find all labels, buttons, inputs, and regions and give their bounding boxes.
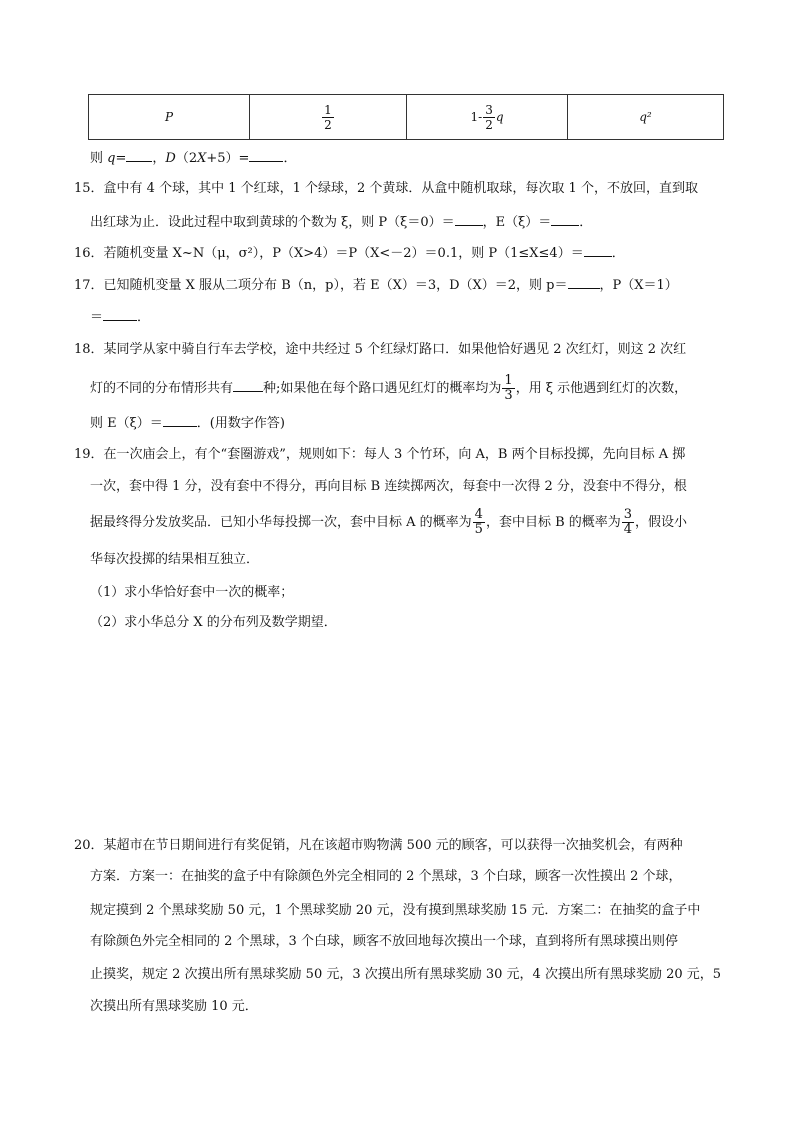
q19-sub1: （1）求小华恰好套中一次的概率； [90, 585, 294, 600]
fraction: $\frac{3}{2}$ [485, 102, 493, 132]
q15-line2: 出红球为止．设此过程中取到黄球的个数为 ξ，则 P（ξ＝0）＝ ，E（ξ）＝ ． [90, 215, 593, 230]
answer-blank [568, 276, 600, 289]
q18-line2: 灯的不同的分布情形共有 种;如果他在每个路口遇见红灯的概率均为 $\frac{1}{3}$ ，用 ξ 示他遇到红灯的次数， [90, 373, 688, 403]
q20-line4: 有除颜色外完全相同的 2 个黑球，3 个白球，顾客不放回地每次摸出一个球，直到将所有黑球摸出则停 [90, 934, 678, 949]
fraction: $\frac{1}{3}$ [504, 373, 513, 403]
answer-blank [551, 213, 579, 226]
answer-blank [163, 414, 197, 427]
q17-line1: 17．已知随机变量 X 服从二项分布 B（n，p），若 E（X）＝3，D（X）＝2，则 p＝ ，P（X＝1） [74, 278, 678, 293]
q19-line2: 一次，套中得 1 分，没有套中不得分，再向目标 B 连续掷两次，每套中一次得 2 分，没套中不得分，根 [90, 479, 687, 494]
q17-line2: ＝ ． [90, 310, 151, 325]
q20-line3: 规定摸到 2 个黑球奖励 50 元，1 个黑球奖励 20 元，没有摸到黑球奖励 15 元．方案二：在抽奖的盒子中 [90, 903, 701, 918]
answer-blank [584, 244, 612, 257]
answer-blank [126, 149, 152, 162]
answer-blank [249, 149, 283, 162]
q16-line: 16．若随机变量 X~N（μ，σ²），P（X>4）＝P（X<－2）＝0.1，则 P（1≤X≤4）＝ ． [74, 246, 625, 261]
q20-line1: 20．某超市在节日期间进行有奖促销，凡在该超市购物满 500 元的顾客，可以获得一次抽奖机会，有两种 [74, 838, 683, 853]
table-row [89, 95, 724, 140]
q20-line2: 方案．方案一：在抽奖的盒子中有除颜色外完全相同的 2 个黑球，3 个白球，顾客一次性摸出 2 个球， [90, 869, 682, 884]
q20-line6: 次摸出所有黑球奖励 10 元． [90, 999, 258, 1014]
table-cell-expression: 1- $\frac{3}{2}$ q [407, 95, 568, 140]
q19-sub2: （2）求小华总分 X 的分布列及数学期望． [90, 615, 337, 630]
q19-line3: 据最终得分发放奖品．已知小华每投掷一次，套中目标 A 的概率为 $\frac{4}{5}$ ，套中目标 B 的概率为 $\frac{3}{4}$ ，假设小 [90, 507, 688, 537]
table-cell-p-label: P [89, 95, 250, 140]
q18-line3: 则 E（ξ）＝ ．(用数字作答) [90, 416, 285, 431]
answer-blank [455, 213, 483, 226]
distribution-table [88, 94, 724, 140]
q19-line1: 19．在一次庙会上，有个“套圈游戏”，规则如下：每人 3 个竹环，向 A，B 两个目标投掷，先向目标 A 掷 [74, 447, 686, 462]
answer-blank [103, 308, 137, 321]
table-cell-q-squared: q² [568, 95, 724, 140]
fraction: $\frac{3}{4}$ [623, 507, 633, 537]
fraction: $\frac{4}{5}$ [474, 507, 483, 537]
fraction: $\frac{1}{2}$ [324, 102, 332, 132]
q19-line4: 华每次投掷的结果相互独立． [90, 552, 260, 567]
q20-line5: 止摸奖，规定 2 次摸出所有黑球奖励 50 元，3 次摸出所有黑球奖励 30 元，4 次摸出所有黑球奖励 20 元，5 [90, 967, 722, 982]
q15-line1: 15．盒中有 4 个球，其中 1 个红球，1 个绿球，2 个黄球．从盒中随机取球，每次取 1 个，不放回，直到取 [74, 181, 698, 196]
q14-answer-line: 则 q= ，D（2X+5）= ． [90, 151, 297, 166]
answer-blank [233, 379, 263, 392]
table-cell-half [250, 95, 407, 140]
q18-line1: 18．某同学从家中骑自行车去学校，途中共经过 5 个红绿灯路口．如果他恰好遇见 2 次红灯，则这 2 次红 [74, 342, 687, 357]
